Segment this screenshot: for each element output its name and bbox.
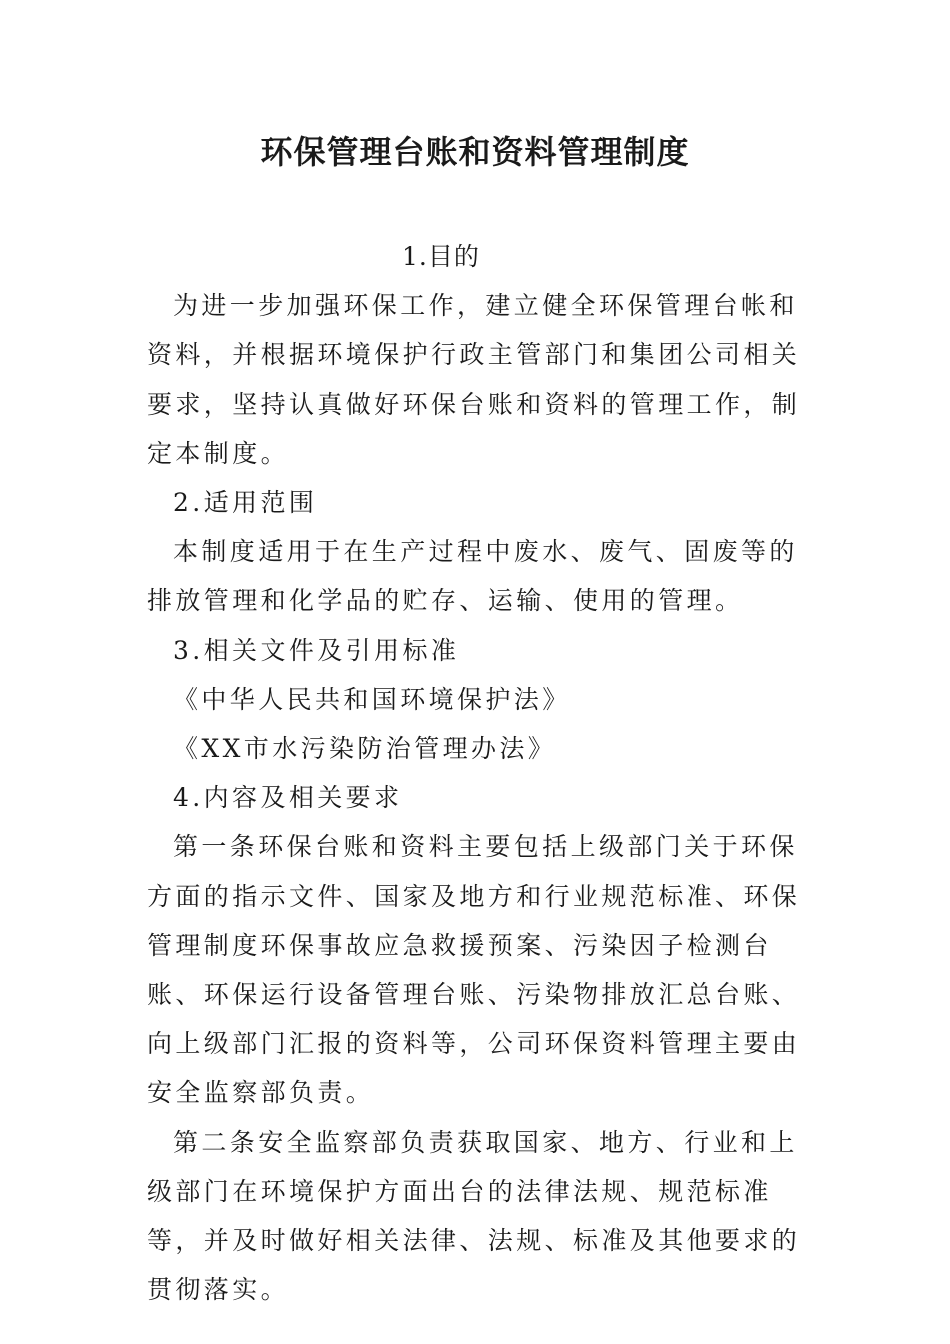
section-heading-references: 3.相关文件及引用标准 [173, 635, 460, 665]
reference-item: 《中华人民共和国环境保护法》 [173, 684, 571, 714]
paragraph-purpose: 为进一步加强环保工作，建立健全环保管理台帐和资料，并根据环境保护行政主管部门和集团公司相关要求，坚持认真做好环保台账和资料的管理工作，制定本制度。 [147, 291, 801, 468]
paragraph-scope: 本制度适用于在生产过程中废水、废气、固废等的排放管理和化学品的贮存、运输、使用的管理。 [147, 537, 798, 616]
document-title: 环保管理台账和资料管理制度 [260, 133, 690, 171]
article-two: 第二条安全监察部负责获取国家、地方、行业和上级部门在环境保护方面出台的法律法规、规范标准等，并及时做好相关法律、法规、标准及其他要求的贯彻落实。 [147, 1127, 801, 1305]
document-body [147, 232, 807, 1314]
section-heading-scope: 2.适用范围 [173, 488, 318, 518]
section-heading-requirements: 4.内容及相关要求 [173, 783, 403, 813]
reference-item: 《XX市水污染防治管理办法》 [173, 734, 557, 764]
article-one: 第一条环保台账和资料主要包括上级部门关于环保方面的指示文件、国家及地方和行业规范标准、环保管理制度环保事故应急救援预案、污染因子检测台账、环保运行设备管理台账、污染物排放汇总台账、向上级部门汇报的资料等，公司环保资料管理主要由安全监察部负责。 [147, 832, 801, 1108]
section-heading-purpose: 1.目的 [402, 242, 480, 271]
